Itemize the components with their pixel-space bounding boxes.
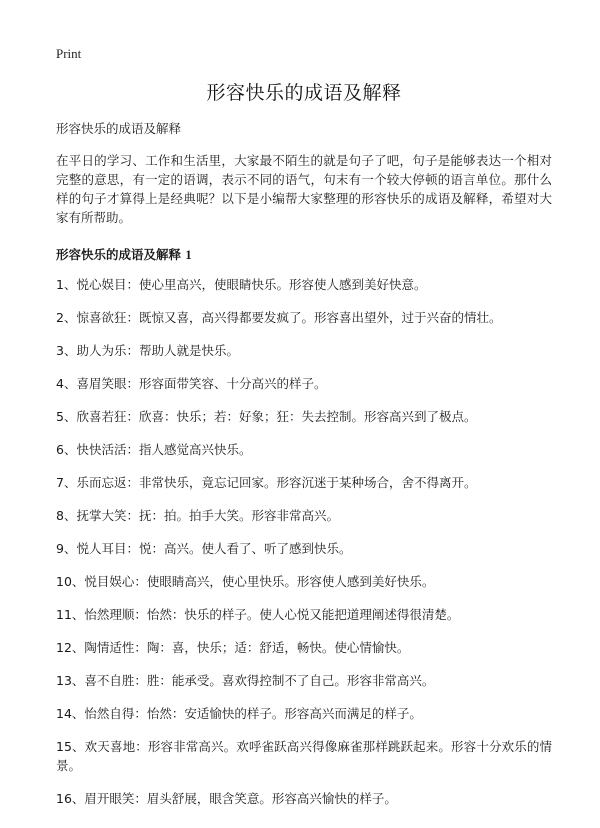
section-heading-number: 1 bbox=[185, 248, 192, 262]
idiom-entry: 5、欣喜若狂：欣喜：快乐；若：好象；狂：失去控制。形容高兴到了极点。 bbox=[56, 409, 477, 424]
idiom-entry: 16、眉开眼笑：眉头舒展，眼含笑意。形容高兴愉快的样子。 bbox=[56, 791, 397, 806]
idiom-entry: 6、快快活活：指人感觉高兴快乐。 bbox=[56, 442, 252, 457]
intro-paragraph: 在平日的学习、工作和生活里，大家最不陌生的就是句子了吧，句子是能够表达一个相对完整的意思，有一定的语调，表示不同的语气，句末有一个较大停顿的语言单位。那什么样的句子才算得上是经典呢？以下是小编帮大家整理的形容快乐的成语及解释，希望对大家有所帮助。 bbox=[56, 153, 552, 225]
idiom-entry: 7、乐而忘返：非常快乐，竟忘记回家。形容沉迷于某种场合，舍不得离开。 bbox=[56, 475, 477, 490]
print-link[interactable]: Print bbox=[56, 46, 82, 61]
page-title: 形容快乐的成语及解释 bbox=[206, 82, 402, 104]
idiom-entry: 14、怡然自得：怡然：安适愉快的样子。形容高兴而满足的样子。 bbox=[56, 706, 422, 721]
idiom-entry: 4、喜眉笑眼：形容面带笑容、十分高兴的样子。 bbox=[56, 376, 327, 391]
idiom-entry: 10、悦目娱心：使眼睛高兴，使心里快乐。形容使人感到美好快乐。 bbox=[56, 574, 435, 589]
section-heading bbox=[56, 245, 552, 265]
section-heading-label: 形容快乐的成语及解释 bbox=[56, 247, 182, 262]
idiom-entry: 1、悦心娱目：使心里高兴，使眼睛快乐。形容使人感到美好快意。 bbox=[56, 277, 427, 292]
idiom-entry: 9、悦人耳目：悦：高兴。使人看了、听了感到快乐。 bbox=[56, 541, 352, 556]
subheading: 形容快乐的成语及解释 bbox=[56, 121, 182, 136]
idiom-entry: 3、助人为乐：帮助人就是快乐。 bbox=[56, 343, 239, 358]
idiom-entry: 12、陶情适性：陶：喜，快乐；适：舒适，畅快。使心情愉快。 bbox=[56, 640, 410, 655]
idiom-entry: 2、惊喜欲狂：既惊又喜，高兴得都要发疯了。形容喜出望外，过于兴奋的情壮。 bbox=[56, 310, 502, 325]
idiom-list bbox=[56, 275, 552, 808]
idiom-entry: 8、抚掌大笑：抚：拍。拍手大笑。形容非常高兴。 bbox=[56, 508, 339, 523]
idiom-entry: 11、怡然理顺：怡然：快乐的样子。使人心悦又能把道理阐述得很清楚。 bbox=[56, 607, 460, 622]
idiom-entry: 15、欢天喜地：形容非常高兴。欢呼雀跃高兴得像麻雀那样跳跃起来。形容十分欢乐的情景。 bbox=[56, 739, 552, 773]
idiom-entry: 13、喜不自胜：胜：能承受。喜欢得控制不了自己。形容非常高兴。 bbox=[56, 673, 435, 688]
